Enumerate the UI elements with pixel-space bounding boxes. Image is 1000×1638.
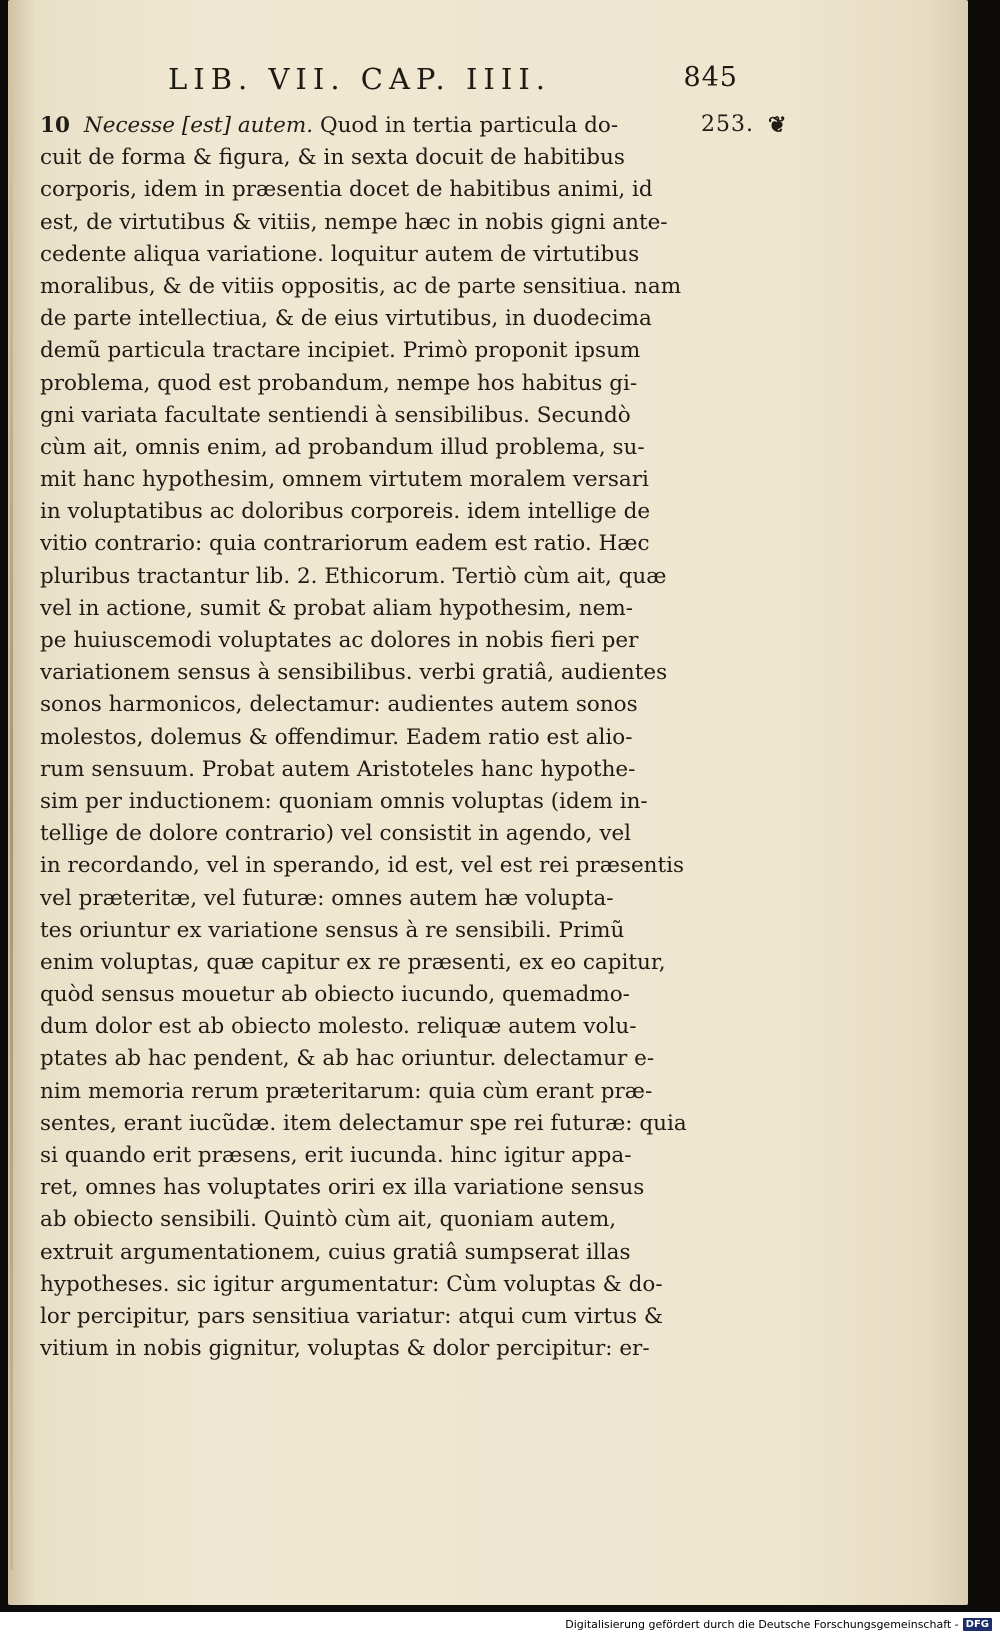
text-line-23: tellige de dolore contrario) vel consistit in agendo, vel bbox=[40, 821, 632, 847]
text-line-24: in recordando, vel in sperando, id est, vel est rei præsentis bbox=[40, 853, 685, 879]
dfg-logo: DFG bbox=[963, 1618, 992, 1631]
credit-text: Digitalisierung gefördert durch die Deutsche Forschungsgemeinschaft - bbox=[565, 1617, 959, 1631]
text-line-20: molestos, dolemus & offendimur. Eadem ratio est alio- bbox=[40, 724, 633, 750]
text-line-7: de parte intellectiua, & de eius virtutibus, in duodecima bbox=[40, 306, 652, 332]
commentary-text bbox=[40, 110, 700, 1365]
text-line-25: vel præteritæ, vel futuræ: omnes autem hæ volupta- bbox=[40, 885, 614, 911]
leaf-ornament-icon: ❦ bbox=[768, 112, 787, 138]
page-number: 845 bbox=[683, 62, 738, 93]
text-line-8: demũ particula tractare incipiet. Primò proponit ipsum bbox=[40, 338, 641, 364]
digitization-credit bbox=[565, 1614, 992, 1634]
book-page bbox=[8, 0, 968, 1605]
text-line-12: mit hanc hypothesim, omnem virtutem moralem versari bbox=[40, 467, 649, 493]
text-line-27: enim voluptas, quæ capitur ex re præsenti, ex eo capitur, bbox=[40, 949, 666, 975]
text-line-29: dum dolor est ab obiecto molesto. reliquæ autem volu- bbox=[40, 1014, 637, 1040]
running-head bbox=[168, 62, 738, 102]
text-line-26: tes oriuntur ex variatione sensus à re sensibili. Primũ bbox=[40, 917, 625, 943]
text-line-37: hypotheses. sic igitur argumentatur: Cùm voluptas & do- bbox=[40, 1271, 663, 1297]
text-line-17: pe huiuscemodi voluptates ac dolores in nobis fieri per bbox=[40, 628, 639, 653]
text-line-5: cedente aliqua variatione. loquitur autem de virtutibus bbox=[40, 241, 640, 267]
text-line-14: vitio contrario: quia contrariorum eadem est ratio. Hæc bbox=[40, 531, 650, 557]
text-line-2: cuit de forma & figura, & in sexta docuit de habitibus bbox=[40, 145, 625, 171]
text-line-16: vel in actione, sumit & probat aliam hypothesim, nem- bbox=[40, 595, 634, 621]
text-line-18: variationem sensus à sensibilibus. verbi gratiâ, audientes bbox=[40, 660, 668, 686]
line-number: 10 bbox=[40, 113, 70, 138]
running-head-title: LIB. VII. CAP. IIII. bbox=[168, 62, 551, 96]
text-line-33: si quando erit præsens, erit iucunda. hinc igitur appa- bbox=[40, 1143, 632, 1168]
text-line-1-content: Quod in tertia particula do- bbox=[319, 113, 619, 138]
text-line-15: pluribus tractantur lib. 2. Ethicorum. Tertiò cùm ait, quæ bbox=[40, 563, 667, 589]
text-line-4: est, de virtutibus & vitiis, nempe hæc in nobis gigni ante- bbox=[40, 209, 668, 235]
text-line-34: ret, omnes has voluptates oriri ex illa variatione sensus bbox=[40, 1175, 645, 1201]
text-line-39: vitium in nobis gignitur, voluptas & dolor percipitur: er- bbox=[40, 1336, 650, 1362]
text-line-19: sonos harmonicos, delectamur: audientes autem sonos bbox=[40, 692, 638, 718]
text-line-11: cùm ait, omnis enim, ad probandum illud problema, su- bbox=[40, 434, 645, 460]
text-line-22: sim per inductionem: quoniam omnis voluptas (idem in- bbox=[40, 788, 648, 814]
text-line-9: problema, quod est probandum, nempe hos habitus gi- bbox=[40, 370, 638, 396]
text-line-13: in voluptatibus ac doloribus corporeis. idem intellige de bbox=[40, 499, 651, 525]
text-line-30: ptates ab hac pendent, & ab hac oriuntur. delectamur e- bbox=[40, 1046, 655, 1072]
page-gutter bbox=[10, 70, 13, 1570]
text-line-1 bbox=[40, 110, 700, 142]
text-line-32: sentes, erant iucũdæ. item delectamur spe rei futuræ: quia bbox=[40, 1110, 687, 1136]
text-line-21: rum sensuum. Probat autem Aristoteles hanc hypothe- bbox=[40, 756, 636, 782]
text-line-36: extruit argumentationem, cuius gratiâ sumpserat illas bbox=[40, 1239, 631, 1265]
text-line-10: gni variata facultate sentiendi à sensibilibus. Secundò bbox=[40, 402, 631, 428]
text-line-38: lor percipitur, pars sensitiua variatur: atqui cum virtus & bbox=[40, 1303, 664, 1329]
text-line-35: ab obiecto sensibili. Quintò cùm ait, quoniam autem, bbox=[40, 1207, 617, 1233]
text-line-31: nim memoria rerum præteritarum: quia cùm erant præ- bbox=[40, 1078, 653, 1104]
text-line-3: corporis, idem in præsentia docet de habitibus animi, id bbox=[40, 177, 653, 203]
text-line-28: quòd sensus mouetur ab obiecto iucundo, quemadmo- bbox=[40, 982, 630, 1008]
text-line-6: moralibus, & de vitiis oppositis, ac de parte sensitiua. nam bbox=[40, 273, 682, 299]
margin-reference: 253. bbox=[701, 112, 754, 137]
lemma: Necesse [est] autem. bbox=[83, 113, 314, 138]
